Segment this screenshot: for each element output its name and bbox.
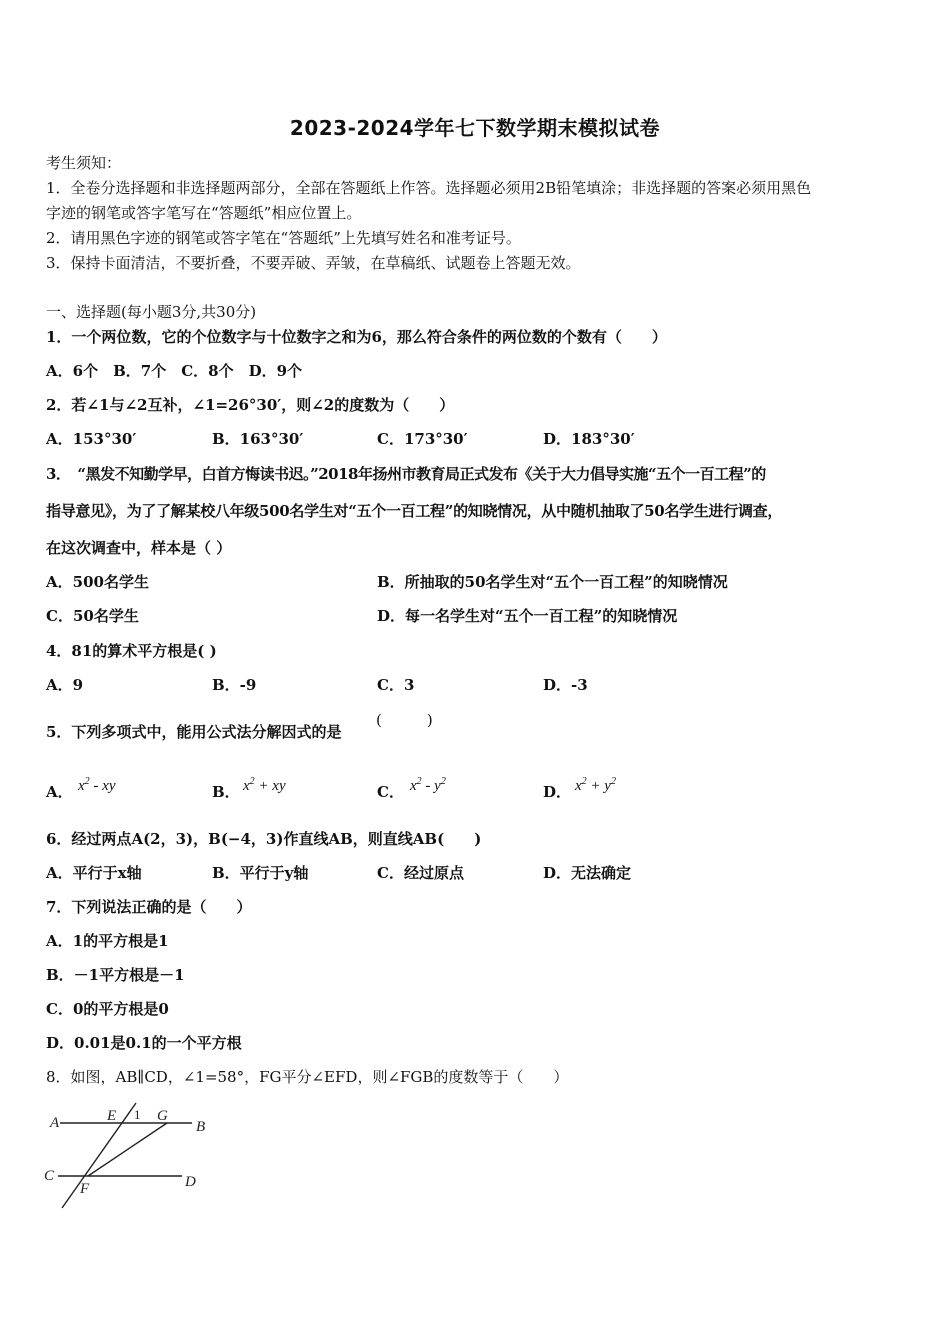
question-6-option-b: B．平行于y轴: [212, 864, 309, 882]
question-3-option-b: B．所抽取的50名学生对“五个一百工程”的知晓情况: [377, 573, 728, 591]
question-3-line-3: 在这次调查中，样本是（ ）: [46, 539, 232, 557]
question-7-option-c: C．0的平方根是0: [46, 1000, 169, 1018]
question-2-option-d: D．183°30′: [543, 430, 635, 448]
question-3-line-2: 指导意见》，为了了解某校八年级500名学生对“五个一百工程”的知晓情况，从中随机抽取了50名学生进行调查，: [46, 502, 783, 520]
question-3-line-1: 3． “黑发不知勤学早，白首方悔读书迟。”2018年扬州市教育局正式发布《关于大力倡导实施“五个一百工程”的: [46, 465, 766, 483]
segment-fg: [88, 1123, 167, 1176]
question-6-option-d: D．无法确定: [543, 864, 632, 882]
question-3-option-d: D．每一名学生对“五个一百工程”的知晓情况: [377, 607, 678, 625]
notice-item-3: 3．保持卡面清洁，不要折叠，不要弄破、弄皱，在草稿纸、试题卷上答题无效。: [46, 254, 581, 272]
question-5-option-d-expr: $x^2 + y^2$: [575, 776, 616, 794]
label-g: G: [157, 1108, 168, 1124]
question-2-stem: 2．若∠1与∠2互补，∠1=26°30′，则∠2的度数为（ ）: [46, 396, 455, 414]
question-6-option-a: A．平行于x轴: [46, 864, 142, 882]
question-3-option-c: C．50名学生: [46, 607, 139, 625]
section-heading: 一、选择题(每小题3分,共30分): [46, 303, 257, 321]
label-b: B: [196, 1119, 206, 1135]
question-6-stem: 6．经过两点A(2，3)，B(−4，3)作直线AB，则直线AB( ): [46, 830, 482, 848]
question-2-option-c: C．173°30′: [377, 430, 468, 448]
question-6-option-c: C．经过原点: [377, 864, 464, 882]
question-8-figure: [40, 1098, 220, 1213]
question-5-option-a-expr: $x^2$ - xy: [78, 776, 116, 794]
question-4-option-c: C．3: [377, 676, 415, 694]
question-4-stem: 4．81的算术平方根是( ): [46, 642, 217, 660]
label-c: C: [44, 1168, 55, 1184]
question-5-paren: ( ): [376, 711, 433, 729]
question-5-option-b-expr: $x^2$ + xy: [243, 776, 286, 794]
question-7-option-d: D．0.01是0.1的一个平方根: [46, 1034, 242, 1052]
question-8-stem: 8．如图，AB∥CD，∠1=58°，FG平分∠EFD，则∠FGB的度数等于（ ）: [46, 1068, 569, 1086]
notice-item-2: 2．请用黑色字迹的钢笔或答字笔在“答题纸”上先填写姓名和准考证号。: [46, 229, 521, 247]
question-5-option-c-expr: $x^2 - y^2$: [410, 776, 446, 794]
question-3-option-a: A．500名学生: [46, 573, 149, 591]
question-4-option-b: B．-9: [212, 676, 257, 694]
question-1-options: A．6个 B．7个 C．8个 D．9个: [46, 362, 303, 380]
label-a: A: [50, 1115, 60, 1131]
question-5-option-b-label: B．: [212, 783, 240, 801]
question-7-option-a: A．1的平方根是1: [46, 932, 169, 950]
page-title: 2023-2024学年七下数学期末模拟试卷: [289, 116, 661, 140]
question-2-option-a: A．153°30′: [46, 430, 137, 448]
question-5-option-c-label: C．: [377, 783, 404, 801]
question-1-stem: 1．一个两位数，它的个位数字与十位数字之和为6，那么符合条件的两位数的个数有（ ）: [46, 328, 667, 346]
notice-header: 考生须知：: [46, 154, 122, 172]
label-e: E: [107, 1108, 117, 1124]
question-4-option-a: A．9: [46, 676, 84, 694]
question-5-option-d-label: D．: [543, 783, 572, 801]
notice-item-1-cont: 字迹的钢笔或答字笔写在“答题纸”相应位置上。: [46, 204, 362, 222]
question-4-option-d: D．-3: [543, 676, 588, 694]
question-5-stem: 5．下列多项式中，能用公式法分解因式的是: [46, 723, 342, 741]
transversal-ef: [62, 1103, 136, 1208]
label-f: F: [80, 1181, 90, 1197]
question-7-option-b: B．－1平方根是－1: [46, 966, 185, 984]
question-2-option-b: B．163°30′: [212, 430, 304, 448]
label-d: D: [185, 1174, 196, 1190]
notice-item-1: 1．全卷分选择题和非选择题两部分，全部在答题纸上作答。选择题必须用2B铅笔填涂；非选择题的答案必须用黑色: [46, 179, 812, 197]
question-5-option-a-label: A．: [46, 783, 73, 801]
label-angle-1: 1: [134, 1107, 141, 1122]
question-7-stem: 7．下列说法正确的是（ ）: [46, 898, 252, 916]
